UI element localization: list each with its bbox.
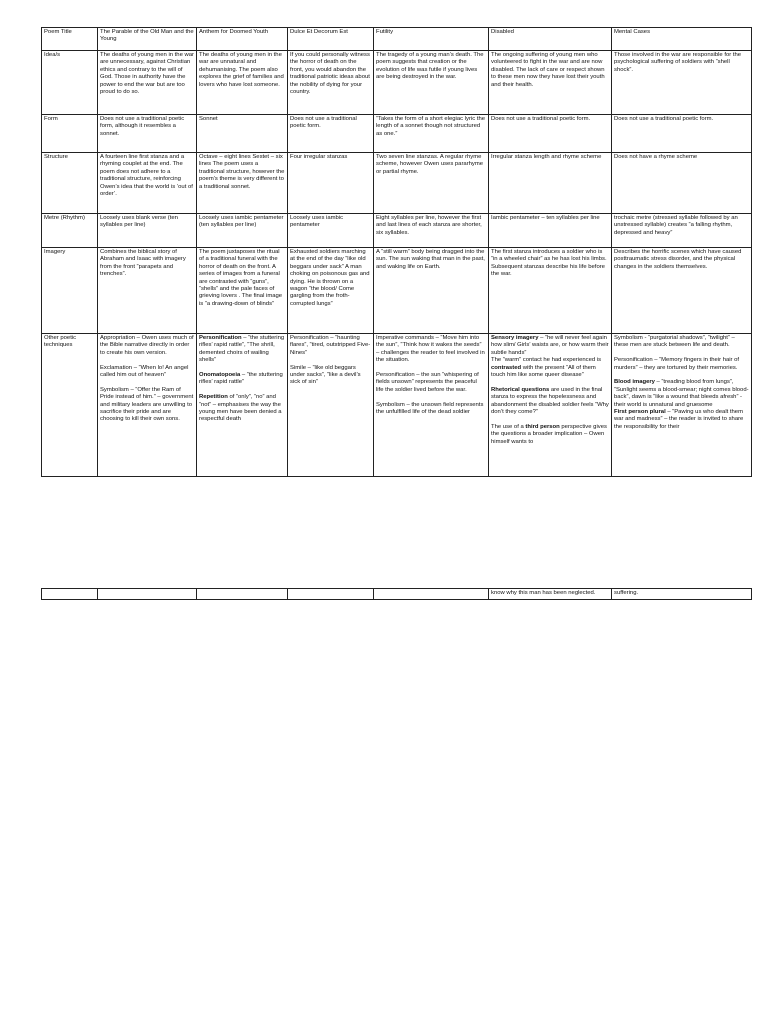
technique-term: Repetition bbox=[199, 394, 228, 401]
table-cell bbox=[98, 334, 197, 477]
row-label: Metre (Rhythm) bbox=[42, 214, 98, 248]
table-row-structure bbox=[42, 153, 752, 214]
technique-term: contrasted bbox=[491, 364, 522, 371]
text-paragraph: Personification – “Memory fingers in their hair of murders” – they are tortured by their memories. bbox=[614, 357, 740, 371]
table-cell bbox=[197, 334, 288, 477]
table-cell: Two seven line stanzas. A regular rhyme scheme, however Owen uses pararhyme or partial rhyme. bbox=[374, 153, 489, 214]
table-row-ideas bbox=[42, 51, 752, 115]
row-label: Form bbox=[42, 115, 98, 153]
table-cell: “Takes the form of a short elegiac lyric the length of a sonnet though not structured as one.” bbox=[374, 115, 489, 153]
header-cell-anthem: Anthem for Doomed Youth bbox=[197, 28, 288, 51]
table-cell bbox=[374, 334, 489, 477]
table-row-other-techniques bbox=[42, 334, 752, 477]
table-cell bbox=[197, 589, 288, 600]
header-cell-poem-title: Poem Title bbox=[42, 28, 98, 51]
table-cell: Exhausted soldiers marching at the end of the day “like old beggars under sack” A man choking on poisonous gas and dying. He is thrown on a wagon “the blood/ Come gargling from the froth-corrupted lungs” bbox=[288, 248, 374, 334]
table-cell: Eight syllables per line, however the first and last lines of each stanza are shorter, six syllables. bbox=[374, 214, 489, 248]
table-cell: Sonnet bbox=[197, 115, 288, 153]
table-row-metre bbox=[42, 214, 752, 248]
technique-term: Rhetorical questions bbox=[491, 386, 550, 393]
technique-text: – “the stuttering rifles’ rapid rattle”, “The shrill, demented choirs of wailing shells” bbox=[199, 335, 285, 364]
row-label: Imagery bbox=[42, 248, 98, 334]
technique-term: Sensory imagery bbox=[491, 335, 539, 341]
table-cell: Does not have a rhyme scheme bbox=[612, 153, 752, 214]
table-cell: The first stanza introduces a soldier who is “in a wheeled chair” as he has lost his limbs. Subsequent stanzas describe his life before the war. bbox=[489, 248, 612, 334]
table-cell: Combines the biblical story of Abraham and Isaac with imagery from the front “parapets and trenches”. bbox=[98, 248, 197, 334]
text-paragraph: Symbolism – the unsown field represents the unfulfilled life of the dead soldier bbox=[376, 401, 484, 416]
continuation-table bbox=[41, 588, 752, 600]
table-cell: Four irregular stanzas bbox=[288, 153, 374, 214]
text-paragraph: Appropriation – Owen uses much of the Bible narrative directly in order to create his own version. bbox=[100, 335, 194, 356]
table-cell: Does not use a traditional poetic form, although it resembles a sonnet. bbox=[98, 115, 197, 153]
table-cell bbox=[374, 589, 489, 600]
table-cell bbox=[612, 334, 752, 477]
table-row-imagery bbox=[42, 248, 752, 334]
table-cell: Describes the horrific scenes which have caused posttraumatic stress disorder, and the physical changes in the soldiers themselves. bbox=[612, 248, 752, 334]
text-paragraph: Personification – “haunting flares”, “tired, outstripped Five-Nines” bbox=[290, 335, 371, 356]
technique-text: – “Pawing us who dealt them war and madness” – the reader is invited to share the responsibility for their bbox=[614, 409, 744, 430]
table-cell: The poem juxtaposes the ritual of a traditional funeral with the horror of death on the front. A series of images from a funeral are contrasted with “guns”, “shells” and the pale faces of grieving lovers . The final image is “a drawing-down of blinds” bbox=[197, 248, 288, 334]
table-cell: Loosely uses iambic pentameter (ten syllables per line) bbox=[197, 214, 288, 248]
table-row-form bbox=[42, 115, 752, 153]
technique-text: are used in the final stanza to express the hopelessness and abandonment the disabled soldier feels “Why don’t they come?” bbox=[491, 386, 609, 416]
text-paragraph: Simile – “like old beggars under sacks”, “like a devil’s sick of sin” bbox=[290, 364, 361, 386]
table-cell: The ongoing suffering of young men who volunteered to fight in the war and are now disabled. The lack of care or respect shown to these men now they have lost their youth and their health. bbox=[489, 51, 612, 115]
table-cell: Does not use a traditional poetic form. bbox=[288, 115, 374, 153]
technique-text: – “the stuttering rifles’ rapid rattle” bbox=[199, 372, 283, 386]
table-cell bbox=[489, 334, 612, 477]
row-label: Idea/s bbox=[42, 51, 98, 115]
text-paragraph bbox=[491, 424, 609, 446]
header-cell-parable: The Parable of the Old Man and the Young bbox=[98, 28, 197, 51]
poem-comparison-table bbox=[41, 27, 752, 477]
technique-text: – “treading blood from lungs”, “Sunlight seems a blood-smear; night comes blood-back”, dawn is “like a wound that bleeds afresh” - their world is unnatural and gruesome bbox=[614, 379, 749, 408]
table-cell: Does not use a traditional poetic form. bbox=[489, 115, 612, 153]
technique-text: The “warm” contact he had experienced is bbox=[491, 357, 602, 364]
table-cell: Loosely uses blank verse (ten syllables per line) bbox=[98, 214, 197, 248]
technique-term: Blood imagery bbox=[614, 379, 655, 386]
technique-term: Onomatopoeia bbox=[199, 372, 241, 379]
technique-text: The use of a bbox=[491, 423, 526, 430]
row-label: Structure bbox=[42, 153, 98, 214]
header-row bbox=[42, 28, 752, 51]
text-paragraph bbox=[614, 409, 749, 431]
text-paragraph bbox=[491, 387, 609, 417]
technique-text: of “only”, “no” and “not” – emphasises the way the young men have been denied a respectful death bbox=[199, 394, 282, 423]
text-paragraph: Symbolism – “Offer the Ram of Pride instead of him.” – government and military leaders are unwilling to sacrifice their pride and are choosing to kill their own sons. bbox=[100, 386, 194, 423]
header-cell-disabled: Disabled bbox=[489, 28, 612, 51]
table-cell: Iambic pentameter – ten syllables per line bbox=[489, 214, 612, 248]
header-cell-dulce: Dulce Et Decorum Est bbox=[288, 28, 374, 51]
text-paragraph: Exclamation – “When lo! An angel called him out of heaven” bbox=[100, 364, 189, 379]
table-cell bbox=[288, 334, 374, 477]
table-cell: A “still warm” body being dragged into the sun. The sun waking that man in the past, and waking life on Earth. bbox=[374, 248, 489, 334]
header-cell-mental-cases: Mental Cases bbox=[612, 28, 752, 51]
technique-term: third person bbox=[525, 423, 560, 430]
table-cell bbox=[288, 589, 374, 600]
table-cell: Irregular stanza length and rhyme scheme bbox=[489, 153, 612, 214]
table-cell bbox=[42, 589, 98, 600]
table-cell: The deaths of young men in the war are unnatural and dehumanising. The poem also explores the grief of families and lovers who have lost someone. bbox=[197, 51, 288, 115]
text-paragraph: Symbolism - “purgatorial shadows”, “twilight” – these men are stuck between life and death. bbox=[614, 335, 735, 349]
row-label: Other poetic techniques bbox=[42, 334, 98, 477]
text-paragraph bbox=[199, 335, 285, 365]
text-paragraph bbox=[199, 394, 285, 424]
text-paragraph bbox=[614, 379, 749, 409]
table-cell: suffering. bbox=[612, 589, 752, 600]
table-cell: Those involved in the war are responsible for the psychological suffering of soldiers with “shell shock”. bbox=[612, 51, 752, 115]
table-cell: Octave – eight lines Sestet – six lines The poem uses a traditional structure, however the poem’s theme is very different to a traditional sonnet. bbox=[197, 153, 288, 214]
text-paragraph bbox=[491, 335, 609, 357]
table-cell: know why this man has been neglected. bbox=[489, 589, 612, 600]
table-cell bbox=[98, 589, 197, 600]
text-paragraph: Personification – the sun “whispering of fields unsown” represents the peaceful life the soldier lived before the war. bbox=[376, 372, 479, 393]
table-cell: If you could personally witness the horror of death on the front, you would abandon the traditional patriotic ideas about the nobility of dying for your country. bbox=[288, 51, 374, 115]
technique-text: – “he will never feel again how slim/ Girls’ waists are, or how warm their subtle hands” bbox=[491, 335, 609, 356]
table-cell: A fourteen line first stanza and a rhyming couplet at the end. The poem does not adhere to a traditional structure, reinforcing Owen’s idea that the world is ‘out of order’. bbox=[98, 153, 197, 214]
technique-text: perspective gives the questions a broader implication – Owen himself wants to bbox=[491, 423, 607, 445]
technique-text: with the present “All of them touch him like some queer disease” bbox=[491, 364, 596, 379]
table-cell: Does not use a traditional poetic form. bbox=[612, 115, 752, 153]
table-cell: The tragedy of a young man’s death. The poem suggests that creation or the evolution of life was futile if young lives are being destroyed in the war. bbox=[374, 51, 489, 115]
technique-term: First person plural bbox=[614, 409, 666, 416]
table-cell: Loosely uses iambic pentameter bbox=[288, 214, 374, 248]
table-cell: The deaths of young men in the war are unnecessary, against Christian ethics and contrary to the will of God. Those in authority have the power to end the war but are too proud to do so. bbox=[98, 51, 197, 115]
text-paragraph: Imperative commands – “Move him into the sun”, “Think how it wakes the seeds” – challenges the reader to feel involved in the situation. bbox=[376, 335, 485, 364]
text-paragraph bbox=[491, 357, 609, 379]
text-paragraph bbox=[199, 372, 285, 387]
header-cell-futility: Futility bbox=[374, 28, 489, 51]
table-cell: trochaic metre (stressed syllable followed by an unstressed syllable) creates “a falling rhythm, depressed and heavy” bbox=[612, 214, 752, 248]
technique-term: Personification bbox=[199, 335, 242, 341]
continuation-row bbox=[42, 589, 752, 600]
